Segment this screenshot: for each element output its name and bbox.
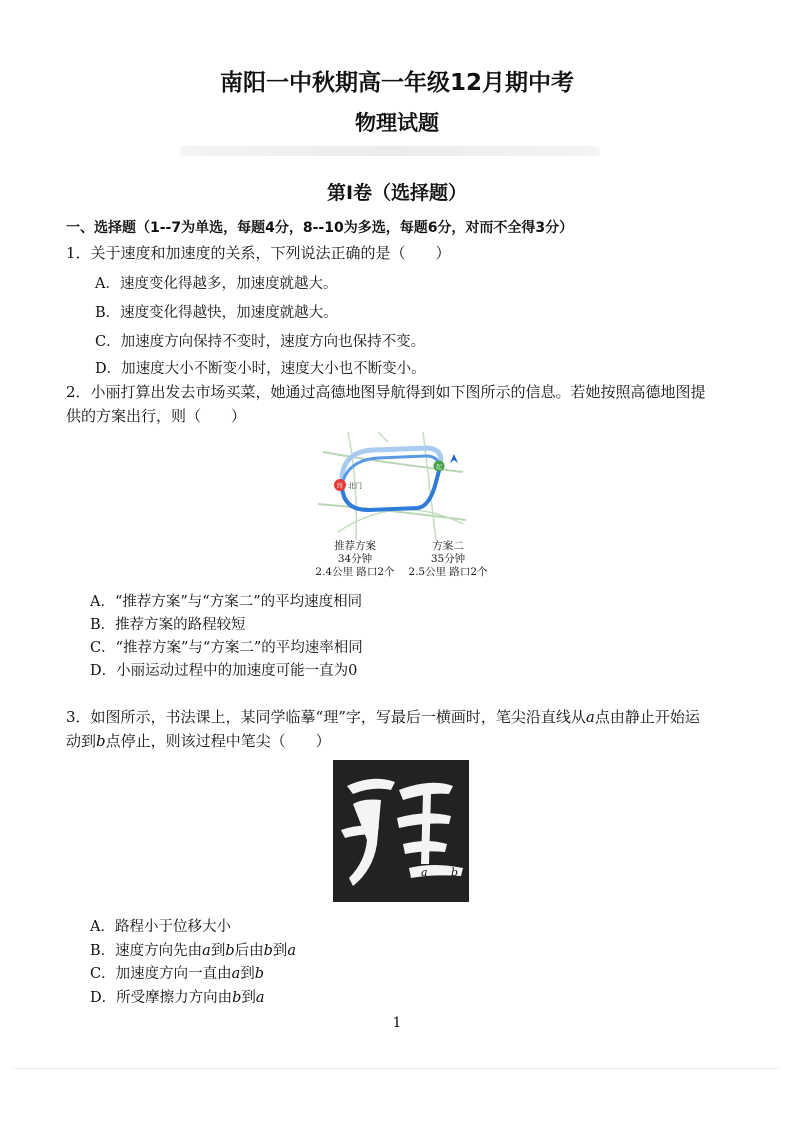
plan-2-time: 35分钟	[430, 553, 466, 565]
question-3-option-d: D．所受摩擦力方向由b到a	[90, 990, 265, 1006]
page-bottom-divider	[14, 1068, 780, 1069]
volume-heading: 第Ⅰ卷（选择题）	[326, 182, 468, 204]
question-3-stem-line1: 3．如图所示，书法课上，某同学临摹“理”字，写最后一横画时，笔尖沿直线从a点由静止开始运	[66, 708, 700, 726]
plan-2-distance: 2.5公里 路口2个	[408, 566, 488, 578]
question-2-stem-line2: 供的方案出行，则（ ）	[66, 407, 247, 425]
point-b-var: b	[96, 732, 106, 750]
question-1-option-d: D．加速度大小不断变小时，速度大小也不断变小。	[95, 361, 426, 377]
question-1-option-c: C．加速度方向保持不变时，速度方向也保持不变。	[95, 334, 426, 350]
question-1-stem: 1．关于速度和加速度的关系，下列说法正确的是（ ）	[66, 244, 451, 262]
navigation-map-figure	[318, 432, 468, 540]
point-a-var: a	[585, 708, 595, 726]
plan-1-distance: 2.4公里 路口2个	[315, 566, 395, 578]
map-start-label: 北门	[348, 482, 362, 490]
figure-label-a: a	[421, 866, 428, 879]
question-1-option-a: A．速度变化得越多，加速度就越大。	[95, 276, 338, 292]
question-2-option-c: C．“推荐方案”与“方案二”的平均速率相同	[90, 640, 363, 656]
question-2-option-b: B．推荐方案的路程较短	[90, 617, 246, 633]
question-2-option-a: A．“推荐方案”与“方案二”的平均速度相同	[90, 594, 363, 610]
start-marker-label: 起	[435, 464, 443, 471]
plan-1-caption	[302, 540, 408, 579]
calligraphy-figure	[333, 760, 469, 902]
question-3-option-a: A．路程小于位移大小	[90, 919, 231, 935]
plan-1-time: 34分钟	[337, 553, 373, 565]
end-marker-label: 终	[336, 483, 344, 490]
plan-2-caption	[400, 540, 496, 579]
exam-title: 南阳一中秋期高一年级12月期中考	[219, 70, 574, 96]
plan-2-name: 方案二	[432, 540, 464, 552]
page-number: 1	[392, 1015, 402, 1031]
section-heading: 一、选择题（1--7为单选，每题4分，8--10为多选，每题6分，对而不全得3分）	[66, 220, 574, 236]
plan-1-name: 推荐方案	[334, 540, 376, 552]
question-3-stem-line2: 动到b点停止，则该过程中笔尖（ ）	[66, 732, 331, 750]
figure-label-b: b	[451, 866, 459, 879]
question-1-option-b: B．速度变化得越快，加速度就越大。	[95, 305, 338, 321]
exam-subtitle: 物理试题	[355, 111, 439, 135]
question-2-option-d: D．小丽运动过程中的加速度可能一直为0	[90, 663, 358, 679]
question-3-option-b: B．速度方向先由a到b后由b到a	[90, 943, 297, 959]
question-3-option-c: C．加速度方向一直由a到b	[90, 966, 265, 982]
question-2-stem-line1: 2．小丽打算出发去市场买菜，她通过高德地图导航得到如下图所示的信息。若她按照高德地图提	[66, 383, 706, 401]
faded-text-band	[180, 146, 600, 156]
